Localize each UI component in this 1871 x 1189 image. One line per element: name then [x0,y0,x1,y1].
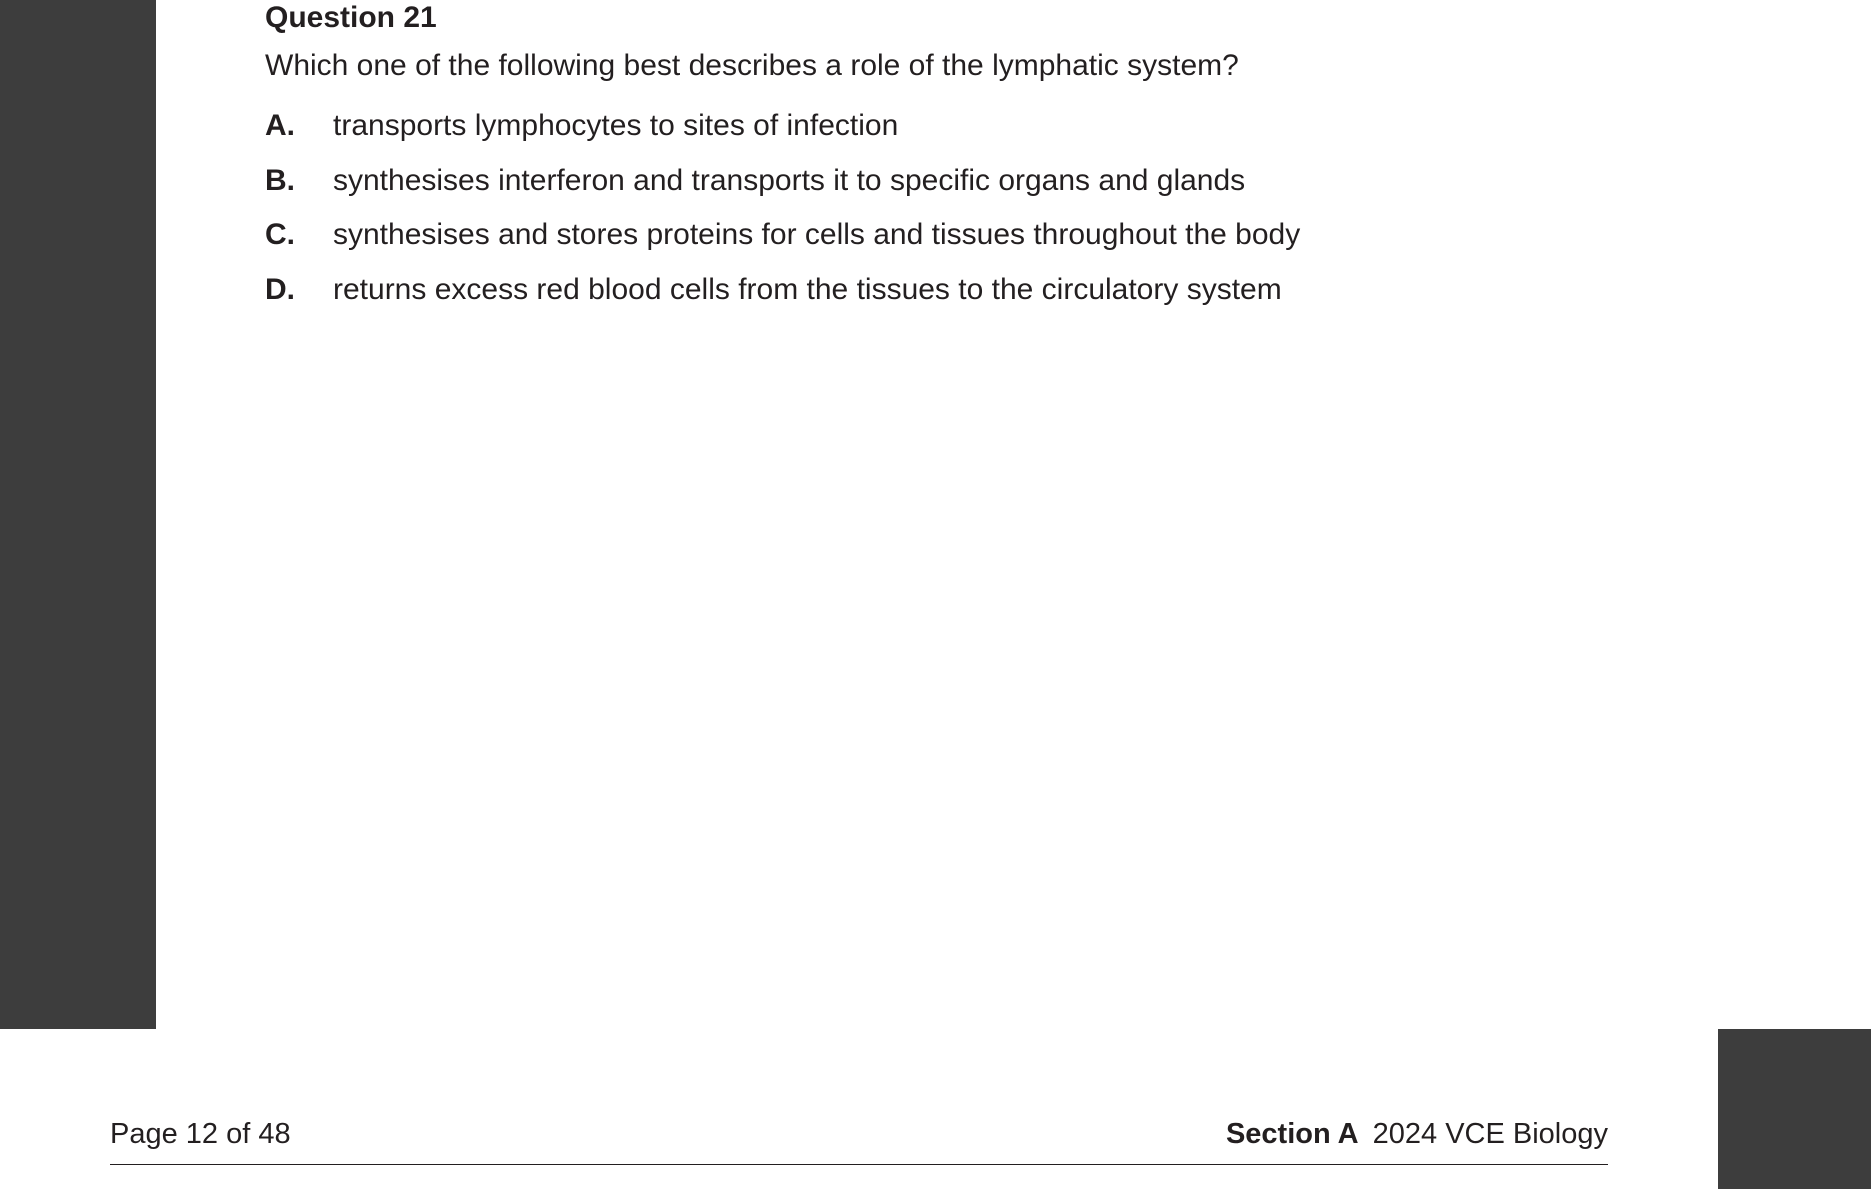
corner-tab-block [1718,1029,1871,1189]
footer-divider [110,1164,1608,1165]
option-d-letter: D. [265,273,295,306]
option-a [265,106,1765,146]
option-b [265,161,1765,201]
option-c [265,215,1765,255]
question-stem: Which one of the following best describes a role of the lymphatic system? [265,49,1239,82]
option-b-letter: B. [265,164,295,197]
option-a-letter: A. [265,109,295,142]
option-c-letter: C. [265,218,295,251]
left-margin-bar [0,0,156,1029]
section-label: Section A [1225,1118,1359,1150]
footer-section-info [1226,1112,1608,1156]
option-c-text: synthesises and stores proteins for cells and tissues throughout the body [333,218,1301,251]
exam-title: 2024 VCE Biology [1372,1118,1608,1150]
page-number: Page 12 of 48 [110,1118,291,1150]
page-footer [110,1112,1608,1156]
question-title: Question 21 [265,1,437,34]
option-d [265,270,1765,310]
option-b-text: synthesises interferon and transports it to specific organs and glands [333,164,1246,197]
option-a-text: transports lymphocytes to sites of infection [333,109,899,142]
option-d-text: returns excess red blood cells from the tissues to the circulatory system [333,273,1282,306]
